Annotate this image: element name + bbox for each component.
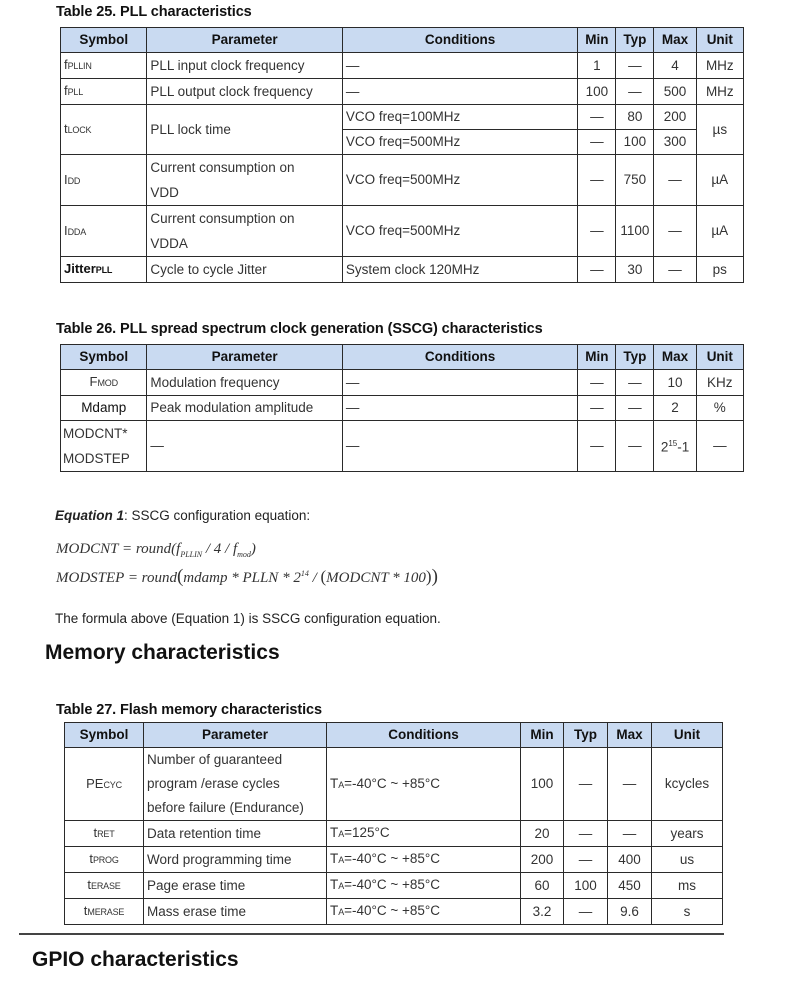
conditions-cell: TA=-40°C ~ +85°C <box>327 899 521 925</box>
col-header-parameter: Parameter <box>144 723 327 748</box>
max-cell: $2^{15}-1$ <box>654 421 696 472</box>
table25-pll-characteristics <box>60 27 744 283</box>
symbol-cell: fPLLIN <box>61 53 147 79</box>
unit-cell: MHz <box>696 79 743 105</box>
max-cell: — <box>608 748 652 821</box>
typ-cell: — <box>564 847 608 873</box>
symbol-cell: tPROG <box>65 847 144 873</box>
symbol-cell: tERASE <box>65 873 144 899</box>
conditions-cell: VCO freq=500MHz <box>342 155 578 206</box>
typ-cell: — <box>564 899 608 925</box>
typ-cell: — <box>616 370 654 396</box>
min-cell: — <box>578 105 616 130</box>
conditions-cell: System clock 120MHz <box>342 257 578 283</box>
min-cell: — <box>578 155 616 206</box>
unit-cell: µA <box>696 155 743 206</box>
conditions-cell: VCO freq=500MHz <box>342 130 578 155</box>
max-cell: — <box>654 206 696 257</box>
memory-characteristics-heading: Memory characteristics <box>45 641 280 664</box>
table27-caption: Table 27. Flash memory characteristics <box>56 702 322 718</box>
col-header-min: Min <box>521 723 564 748</box>
min-cell: — <box>578 396 616 421</box>
unit-cell: µA <box>696 206 743 257</box>
table-row <box>65 748 723 821</box>
symbol-cell: PECYC <box>65 748 144 821</box>
typ-cell: 1100 <box>616 206 654 257</box>
min-cell: — <box>578 370 616 396</box>
max-cell: 300 <box>654 130 696 155</box>
conditions-cell: — <box>342 370 578 396</box>
col-header-symbol: Symbol <box>61 28 147 53</box>
table-header-row <box>65 723 723 748</box>
section-divider <box>19 933 724 935</box>
typ-cell: — <box>564 748 608 821</box>
parameter-cell: Number of guaranteed program /erase cycles before failure (Endurance) <box>144 748 327 821</box>
typ-cell: 30 <box>616 257 654 283</box>
typ-cell: 750 <box>616 155 654 206</box>
conditions-cell: TA=125°C <box>327 821 521 847</box>
typ-cell: — <box>616 421 654 472</box>
table26-caption: Table 26. PLL spread spectrum clock generation (SSCG) characteristics <box>56 321 543 337</box>
min-cell: 100 <box>521 748 564 821</box>
col-header-typ: Typ <box>564 723 608 748</box>
equation-line-modcnt: MODCNT = $round(f_{PLLIN} / 4 / f_{mod})$ <box>56 541 256 559</box>
table-header-row <box>61 345 744 370</box>
col-header-max: Max <box>654 345 696 370</box>
equation-line-modstep: MODSTEP = round(mdamp * PLLN * $2^{14}$ / (MODCNT * 100)) <box>56 566 438 587</box>
table-row <box>61 105 744 130</box>
table-row <box>61 53 744 79</box>
max-cell: 400 <box>608 847 652 873</box>
parameter-cell: Current consumption on VDD <box>147 155 342 206</box>
conditions-cell: — <box>342 53 578 79</box>
table-row <box>61 257 744 283</box>
parameter-cell: PLL input clock frequency <box>147 53 342 79</box>
conditions-cell: TA=-40°C ~ +85°C <box>327 847 521 873</box>
col-header-parameter: Parameter <box>147 28 342 53</box>
symbol-cell: JitterPLL <box>61 257 147 283</box>
conditions-cell: — <box>342 79 578 105</box>
parameter-cell: Page erase time <box>144 873 327 899</box>
table25-caption: Table 25. PLL characteristics <box>56 4 252 20</box>
typ-cell: — <box>616 396 654 421</box>
conditions-cell: — <box>342 421 578 472</box>
max-cell: 200 <box>654 105 696 130</box>
table-row <box>61 155 744 206</box>
unit-cell: ps <box>696 257 743 283</box>
parameter-cell: PLL output clock frequency <box>147 79 342 105</box>
unit-cell: kcycles <box>652 748 723 821</box>
table-row <box>61 79 744 105</box>
min-cell: — <box>578 206 616 257</box>
table-row <box>61 206 744 257</box>
table-row <box>61 421 744 472</box>
min-cell: 200 <box>521 847 564 873</box>
max-cell: 500 <box>654 79 696 105</box>
parameter-cell: Peak modulation amplitude <box>147 396 342 421</box>
table27-flash-memory-characteristics <box>64 722 723 925</box>
col-header-parameter: Parameter <box>147 345 342 370</box>
col-header-unit: Unit <box>696 28 743 53</box>
symbol-cell: tMERASE <box>65 899 144 925</box>
table-row <box>65 847 723 873</box>
unit-cell: ms <box>652 873 723 899</box>
parameter-cell: — <box>147 421 342 472</box>
min-cell: — <box>578 130 616 155</box>
parameter-cell: Data retention time <box>144 821 327 847</box>
col-header-unit: Unit <box>696 345 743 370</box>
min-cell: 60 <box>521 873 564 899</box>
typ-cell: — <box>616 53 654 79</box>
typ-cell: 100 <box>564 873 608 899</box>
parameter-cell: Current consumption on VDDA <box>147 206 342 257</box>
equation-note: The formula above (Equation 1) is SSCG configuration equation. <box>55 611 441 626</box>
table-header-row <box>61 28 744 53</box>
col-header-min: Min <box>578 345 616 370</box>
col-header-conditions: Conditions <box>342 28 578 53</box>
col-header-typ: Typ <box>616 345 654 370</box>
symbol-cell: Mdamp <box>61 396 147 421</box>
symbol-cell: FMOD <box>61 370 147 396</box>
unit-cell: MHz <box>696 53 743 79</box>
symbol-cell: MODCNT* MODSTEP <box>61 421 147 472</box>
unit-cell: — <box>696 421 743 472</box>
max-cell: 10 <box>654 370 696 396</box>
symbol-cell: IDDA <box>61 206 147 257</box>
col-header-max: Max <box>608 723 652 748</box>
table-row <box>61 396 744 421</box>
col-header-symbol: Symbol <box>61 345 147 370</box>
symbol-cell: tLOCK <box>61 105 147 155</box>
max-cell: 2 <box>654 396 696 421</box>
unit-cell: µs <box>696 105 743 155</box>
max-cell: 4 <box>654 53 696 79</box>
unit-cell: us <box>652 847 723 873</box>
symbol-cell: tRET <box>65 821 144 847</box>
symbol-cell: fPLL <box>61 79 147 105</box>
col-header-max: Max <box>654 28 696 53</box>
col-header-min: Min <box>578 28 616 53</box>
parameter-cell: Modulation frequency <box>147 370 342 396</box>
conditions-cell: VCO freq=500MHz <box>342 206 578 257</box>
min-cell: 3.2 <box>521 899 564 925</box>
unit-cell: % <box>696 396 743 421</box>
max-cell: — <box>608 821 652 847</box>
conditions-cell: TA=-40°C ~ +85°C <box>327 873 521 899</box>
col-header-conditions: Conditions <box>342 345 578 370</box>
parameter-cell: Word programming time <box>144 847 327 873</box>
parameter-cell: Cycle to cycle Jitter <box>147 257 342 283</box>
col-header-symbol: Symbol <box>65 723 144 748</box>
typ-cell: — <box>564 821 608 847</box>
max-cell: — <box>654 155 696 206</box>
table26-sscg-characteristics <box>60 344 744 472</box>
table-row <box>65 873 723 899</box>
min-cell: 20 <box>521 821 564 847</box>
parameter-cell: PLL lock time <box>147 105 342 155</box>
max-cell: — <box>654 257 696 283</box>
conditions-cell: TA=-40°C ~ +85°C <box>327 748 521 821</box>
max-cell: 9.6 <box>608 899 652 925</box>
min-cell: 1 <box>578 53 616 79</box>
max-cell: 450 <box>608 873 652 899</box>
col-header-conditions: Conditions <box>327 723 521 748</box>
min-cell: — <box>578 257 616 283</box>
unit-cell: years <box>652 821 723 847</box>
min-cell: — <box>578 421 616 472</box>
symbol-cell: IDD <box>61 155 147 206</box>
table-row <box>65 899 723 925</box>
conditions-cell: VCO freq=100MHz <box>342 105 578 130</box>
typ-cell: — <box>616 79 654 105</box>
table-row <box>65 821 723 847</box>
col-header-unit: Unit <box>652 723 723 748</box>
conditions-cell: — <box>342 396 578 421</box>
min-cell: 100 <box>578 79 616 105</box>
gpio-characteristics-heading: GPIO characteristics <box>32 948 239 971</box>
col-header-typ: Typ <box>616 28 654 53</box>
unit-cell: KHz <box>696 370 743 396</box>
typ-cell: 80 <box>616 105 654 130</box>
equation-label: Equation 1: SSCG configuration equation: <box>55 508 311 523</box>
parameter-cell: Mass erase time <box>144 899 327 925</box>
typ-cell: 100 <box>616 130 654 155</box>
unit-cell: s <box>652 899 723 925</box>
table-row <box>61 370 744 396</box>
